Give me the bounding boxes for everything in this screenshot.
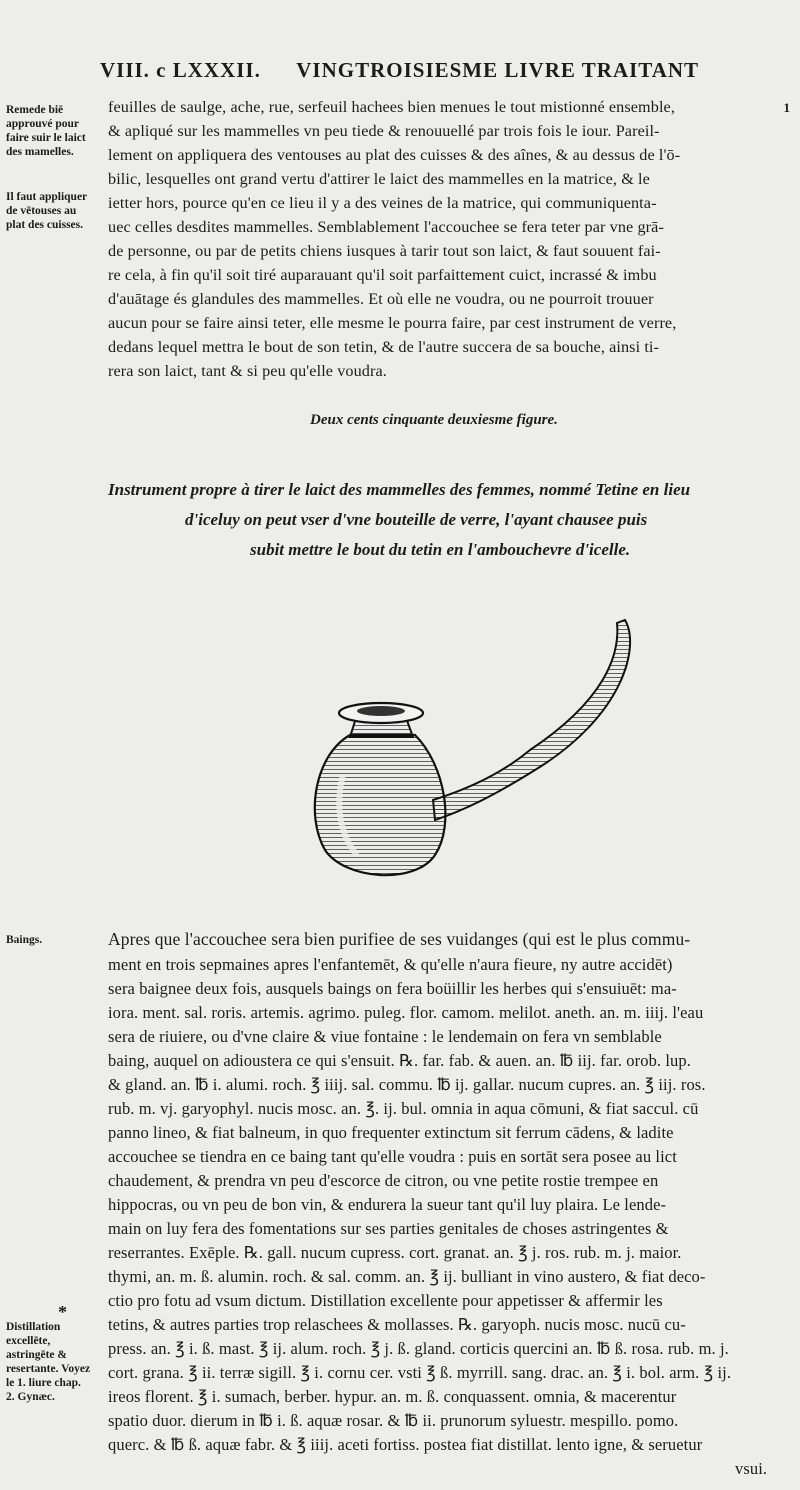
figure-description-line: subit mettre le bout du tetin en l'ambouchevre d'icelle. bbox=[250, 540, 631, 559]
text-line: sera baignee deux fois, ausquels baings on fera boüillir les herbes qui s'ensuiuēt: ma- bbox=[108, 979, 677, 998]
text-line: vsui. bbox=[735, 1459, 768, 1478]
text-line: rera son laict, tant & si peu qu'elle voudra. bbox=[108, 362, 387, 380]
text-line: Apres que l'accouchee sera bien purifiee de ses vuidanges (qui est le plus commu- bbox=[108, 929, 691, 949]
running-title: VINGTROISIESME LIVRE TRAITANT bbox=[296, 58, 700, 82]
text-line: & gland. an. ℔ i. alumi. roch. ℥ iiij. sal. commu. ℔ ij. gallar. nucum cupres. an. ℥ iij. ros. bbox=[108, 1075, 706, 1094]
text-line: sera de riuiere, ou d'vne claire & viue fontaine : le lendemain on fera vn semblable bbox=[108, 1027, 662, 1046]
text-line: iora. ment. sal. roris. artemis. agrimo. puleg. flor. camom. melilot. aneth. an. m. iiij. l'eau bbox=[108, 1003, 704, 1022]
text-line: panno lineo, & fiat balneum, in quo frequenter extinctum sit ferrum cādens, & ladite bbox=[108, 1123, 674, 1142]
text-line: re cela, à fin qu'il soit tiré auparauant qu'il soit parfaittement cuict, incrassé & imbu bbox=[108, 266, 657, 284]
margin-mark-right: 1 bbox=[783, 100, 790, 115]
text-line: tetins, & autres parties trop relaschees & mollasses. ℞. garyoph. nucis mosc. nucū cu- bbox=[108, 1315, 686, 1334]
text-line: hippocras, ou vn peu de bon vin, & endurera la sueur tant qu'il luy plaira. Le lende- bbox=[108, 1195, 667, 1214]
text-line: bilic, lesquelles ont grand vertu d'attirer le laict des mammelles en la matrice, & le bbox=[108, 170, 650, 188]
figure-description-line: Instrument propre à tirer le laict des mammelles des femmes, nommé Tetine en lieu bbox=[108, 480, 691, 499]
text-line: ireos florent. ℥ i. sumach, berber. hypur. an. m. ß. conquassent. omnia, & macerentur bbox=[108, 1387, 677, 1406]
text-line: aucun pour se faire ainsi teter, elle mesme le pourra faire, par cest instrument de verre, bbox=[108, 314, 677, 332]
text-line: cort. grana. ℥ ii. terræ sigill. ℥ i. cornu cer. vsti ℥ ß. myrrill. sang. drac. an. ℥ i. bol. arm. ℥ ij. bbox=[108, 1363, 732, 1382]
text-line: thymi, an. m. ß. alumin. roch. & sal. comm. an. ℥ ij. bulliant in vino austero, & fiat deco- bbox=[108, 1267, 706, 1286]
text-line: reserrantes. Exēple. ℞. gall. nucum cupress. cort. granat. an. ℥ j. ros. rub. m. j. maior. bbox=[108, 1243, 682, 1262]
text-line: chaudement, & prendra vn peu d'escorce de citron, ou vne petite rostie trempee en bbox=[108, 1171, 659, 1190]
text-line: uec celles desdites mammelles. Semblablement l'accouchee se fera teter par vne grā- bbox=[108, 218, 664, 236]
text-line: feuilles de saulge, ache, rue, serfeuil hachees bien menues le tout mistionné ensemble, bbox=[108, 98, 675, 116]
text-line: & apliqué sur les mammelles vn peu tiede & renouuellé par trois fois le iour. Pareil- bbox=[108, 122, 660, 140]
margin-note-distillation: Distillation excellēte, astringēte & resertante. Voyez le 1. liure chap. 2. Gynæc. bbox=[6, 1321, 91, 1403]
text-line: main on luy fera des fomentations sur ses parties genitales de choses astringentes & bbox=[108, 1219, 669, 1238]
text-line: accouchee se tiendra en ce baing tant qu'elle voudra : puis en sortāt sera posee au lict bbox=[108, 1147, 677, 1166]
text-line: de personne, ou par de petits chiens iusques à tarir tout son laict, & faut souuent fai- bbox=[108, 242, 661, 260]
text-line: ietter hors, pource qu'en ce lieu il y a des veines de la matrice, qui communiquenta- bbox=[108, 194, 657, 212]
text-line: querc. & ℔ ß. aquæ fabr. & ℥ iiij. aceti fortiss. postea fiat distillat. lento igne, & seruetur bbox=[108, 1435, 703, 1454]
figure-description-line: d'iceluy on peut vser d'vne bouteille de verre, l'ayant chausee puis bbox=[185, 510, 648, 529]
text-line: d'auātage és glandules des mammelles. Et où elle ne voudra, ou ne pourroit trouuer bbox=[108, 290, 654, 308]
tetine-bottle-illustration bbox=[295, 605, 655, 895]
text-line: baing, auquel on adioustera ce qui s'ensuit. ℞. far. fab. & auen. an. ℔ iij. far. orob. lup. bbox=[108, 1051, 691, 1070]
margin-note-ventouses: Il faut appliquer de vētouses au plat des cuisses. bbox=[6, 191, 87, 231]
running-header bbox=[100, 58, 780, 83]
text-line: ment en trois sepmaines apres l'enfantemēt, & qu'elle n'aura fieure, ny autre accidēt) bbox=[108, 955, 673, 974]
margin-note-baings: Baings. bbox=[6, 934, 43, 946]
text-line: lement on appliquera des ventouses au plat des cuisses & des aînes, & au dessus de l'ō- bbox=[108, 146, 681, 164]
text-line: ctio pro fotu ad vsum dictum. Distillation excellente pour appetisser & affermir les bbox=[108, 1291, 663, 1310]
folio-number: VIII. c LXXXII. bbox=[100, 58, 261, 82]
figure-caption: Deux cents cinquante deuxiesme figure. bbox=[310, 412, 558, 428]
text-line: press. an. ℥ i. ß. mast. ℥ ij. alum. roch. ℥ j. ß. gland. corticis quercini an. ℔ ß. rosa. rub. m. j. bbox=[108, 1339, 729, 1358]
text-line: spatio duor. dierum in ℔ i. ß. aquæ rosar. & ℔ ii. prunorum syluestr. mespillo. pomo. bbox=[108, 1411, 679, 1430]
margin-note-remedy: Remede biē approuvé pour faire suir le laict des mamelles. bbox=[6, 104, 86, 158]
text-line: rub. m. vj. garyophyl. nucis mosc. an. ℥. ij. bul. omnia in aqua cōmuni, & fiat saccul. cū bbox=[108, 1099, 699, 1118]
asterisk-mark: * bbox=[58, 1302, 67, 1322]
text-line: dedans lequel mettra le bout de son tetin, & de l'autre succera de sa bouche, ainsi ti- bbox=[108, 338, 660, 356]
